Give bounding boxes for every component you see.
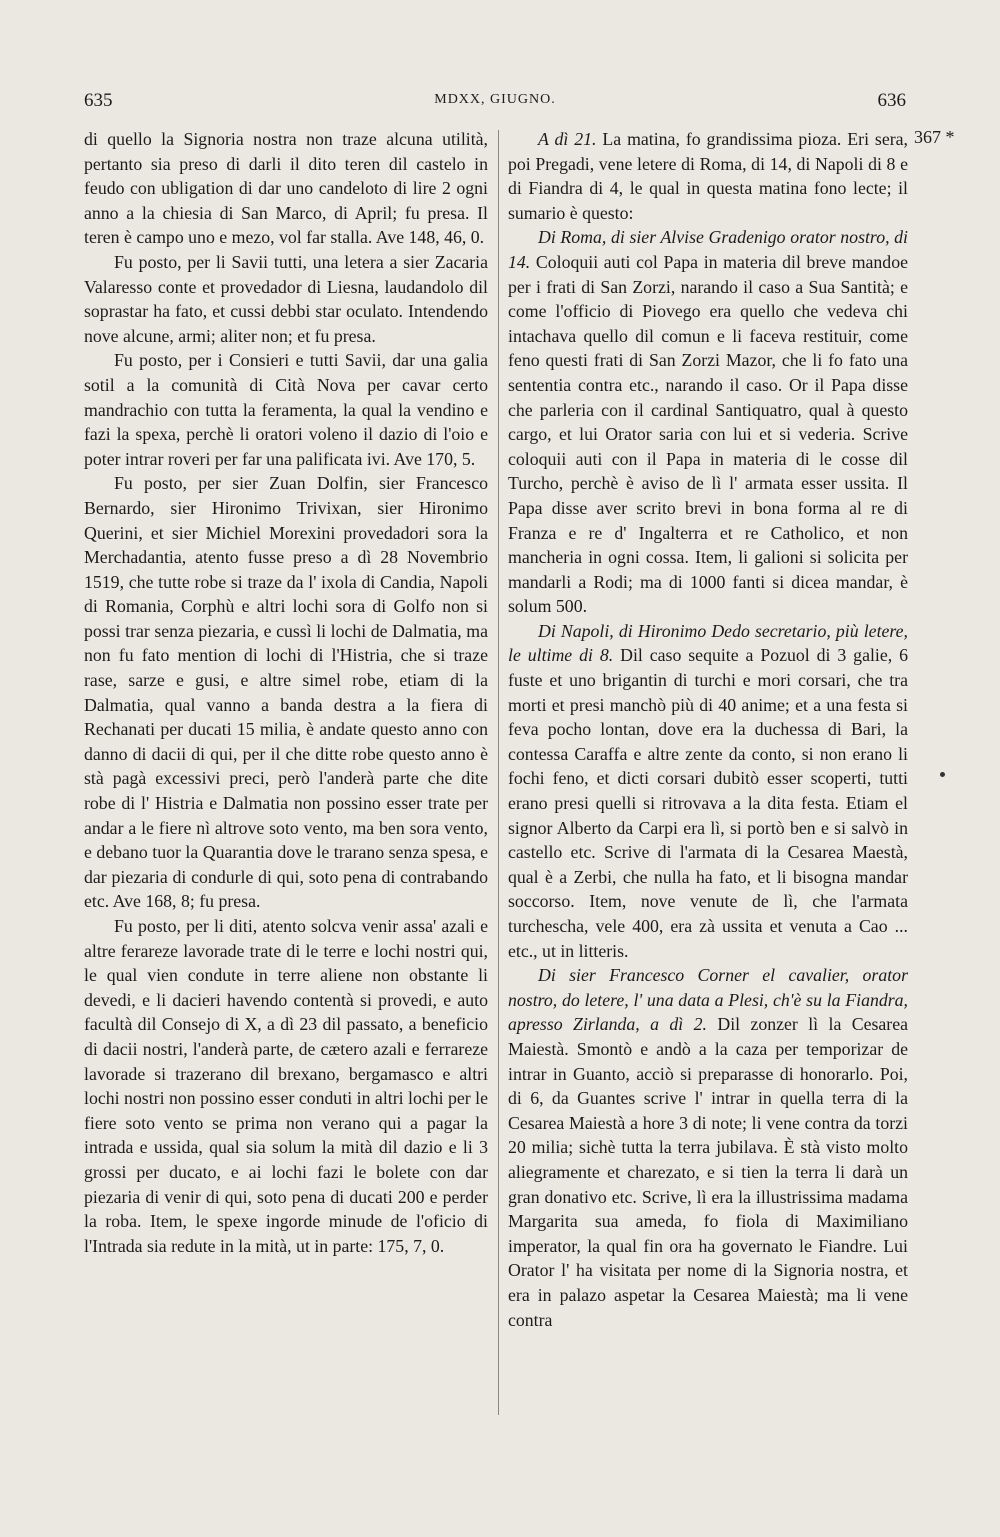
right-paragraph-4 <box>508 963 908 1332</box>
margin-column-number: 367 * <box>914 127 955 147</box>
column-divider <box>498 130 499 1415</box>
left-paragraph-1: di quello la Signoria nostra non traze alcuna utilità, pertanto sia preso di darli il dito teren dil castelo in feudo con ubligation di dar uno candeloto di lire 2 ogni anno a la chiesia di San Marco, di April; fu presa. Il teren è campo uno e mezo, vol far stalla. Ave 148, 46, 0. <box>84 129 488 248</box>
running-title: MDXX, GIUGNO. <box>434 92 556 107</box>
left-column <box>84 127 488 1258</box>
left-paragraph-4: Fu posto, per sier Zuan Dolfin, sier Francesco Bernardo, sier Hironimo Trivixan, sier Hironimo Querini, et sier Michiel Morexini provedadori sora la Merchadantia, atento fusse preso a dì 28 Novembrio 1519, che tutte robe si traze da l' ixola di Candia, Napoli di Romania, Corphù e altri lochi sora di Golfo non si possi trar senza piezaria, e cussì li lochi de Dalmatia, ma non fu fato mention di lochi di l'Histria, che si traze rase, sarze e gusi, e altre simel robe, etiam di la Dalmatia, qual vanno a banda destra a la fiera di Rechanati per ducati 15 milia, è andate questo anno con danno di dacii di qui, per il che ditte robe questo anno è stà pagà excessivi preci, però l'anderà parte che dite robe di l' Histria e Dalmatia non possino esser trate per andar a le fiere nì altrove soto vento, ma ben sora vento, e debano tuor la Quarantia dove le trarano senza spesa, e dar piezaria di condurle di qui, soto pena di contrabando etc. Ave 168, 8; fu presa. <box>84 473 488 912</box>
right-paragraph-2 <box>508 225 908 619</box>
left-paragraph-5: Fu posto, per li diti, atento solcva venir assa' azali e altre ferareze lavorade trate di le terre e lochi nostri qui, le qual vien condute in terre aliene non obstante li devedi, e li dacieri havendo contentà si provedi, e auto facultà dil Consejo di X, a dì 23 dil passato, a beneficio di dacii nostri, l'anderà parte, de cætero azali e ferrareze lavorade si trazerano dil brexano, bergamasco e altri lochi nostri non possino esser conduti in altri lochi per le fiere soto vento se prima non verano qui a pagar la intrada e ussida, qual sia solum la mità dil dazio e li 3 grossi per ducato, e ai lochi fazi le bolete con dar piezaria di venir di qui, soto pena di ducati 200 e perder la roba. Item, le spexe ingorde minude de l'oficio di l'Intrada sia redute in la mità, ut in parte: 175, 7, 0. <box>84 916 488 1256</box>
left-paragraph-2: Fu posto, per li Savii tutti, una letera a sier Zacaria Valaresso conte et provedador di Liesna, laudandolo dil soprastar ha fato, et cussi debbi star oculato. Intendendo nove alcune, armi; aliter non; et fu presa. <box>84 251 488 346</box>
paragraph-body: Dil zonzer lì la Cesarea Maiestà. Smontò e andò a la caza per temporizar de intrar in Guanto, acciò si preparasse di honorarlo. Poi, di 6, da Guantes scrive l' intrar in quella terra di la Cesarea Maiestà a hore 3 di note; li vene contra da torzi 20 milia; sichè tutta la terra jubilava. È stà visto molto aliegramente et charezato, e si tien la terra li darà un gran donativo etc. Scrive, lì era la illustrissima madama Margarita sua ameda, fo fiola di Maximiliano imperator, la qual fin ora ha governato le Fiandre. Lui Orator l' ha visitata per nome di la Signoria nostra, et era in palazo aspetar la Cesarea Maiestà; ma li vene contra <box>508 1014 908 1330</box>
paragraph-body: La matina, fo grandissima pioza. Eri sera, poi Pregadi, vene letere di Roma, di 14, di Napoli di 8 e di Fiandra di 4, le qual in questa matina fono lecte; il sumario è questo: <box>508 129 908 223</box>
right-page-number: 636 <box>877 90 906 111</box>
right-column <box>508 127 908 1332</box>
paragraph-lead: Di Roma, di sier Alvise Gradenigo orator nostro, di 14. <box>508 227 908 272</box>
right-paragraph-3 <box>508 619 908 963</box>
margin-dot <box>940 772 945 777</box>
page-header <box>84 90 906 120</box>
left-paragraph-3: Fu posto, per i Consieri e tutti Savii, dar una galia sotil a la comunità di Cità Nova per cavar certo mandrachio con tutta la feramenta, la qual la vendino e fazi la spexa, perchè li oratori voleno il dazio di l'oio e poter intrar roveri per far una palificata ivi. Ave 170, 5. <box>84 350 488 469</box>
paragraph-body: Coloquii auti col Papa in materia dil breve mandoe per i frati di San Zorzi, narando il caso a Sua Santità; e come l'officio di Piovego era quello che vedeva chi intachava quello dil comun e li faceva restituir, come feno questi frati di San Zorzi Mazor, che li fo fato una sententia contra etc., narando il caso. Or il Papa disse che parleria con il cardinal Santiquatro, qual à questo cargo, et lui Orator saria con lui et si vederia. Scrive coloquii auti con il Papa in materia di le cosse dil Turcho, perchè è aviso de lì l' armata esser ussita. Il Papa disse aver scrito brevi in bona forma al re di Franza e re d' Ingalterra et re Catholico, et non mancheria in ogni cossa. Item, li galioni si solicita per mandarli a Rodi; ma di 1000 fanti si dicea mandar, è solum 500. <box>508 251 908 617</box>
right-paragraph-1 <box>508 127 908 225</box>
paragraph-lead: Di sier Francesco Corner el cavalier, orator nostro, do letere, l' una data a Plesi, ch'è su la Fiandra, apresso Zirlanda, a dì 2. <box>508 965 908 1035</box>
paragraph-lead: A dì 21. <box>538 129 597 149</box>
left-page-number: 635 <box>84 90 113 111</box>
paragraph-body: Dil caso sequite a Pozuol di 3 galie, 6 fuste et uno brigantin di turchi e mori corsari, che tra morti et presi manchò più di 40 anime; et a una festa si feva pocho lontan, dove era la duchessa di Bari, la contessa Caraffa e altre zente da conto, si non erano li fochi feno, et dicti corsari dubitò esser scoperti, tutti erano presi quelli si ritrovava a la dita festa. Etiam el signor Alberto da Carpi era lì, si portò ben e si salvò in castello etc. Scrive di l'armata di la Cesarea Maestà, qual è a Zerbi, che nulla ha fato, et li bisogna mandar soccorso. Item, nove venute de lì, che l'armata turchescha, vele 400, era zà ussita et venuta a Cao ... etc., ut in litteris. <box>508 645 908 961</box>
paragraph-lead: Di Napoli, di Hironimo Dedo secretario, più letere, le ultime di 8. <box>508 620 908 666</box>
